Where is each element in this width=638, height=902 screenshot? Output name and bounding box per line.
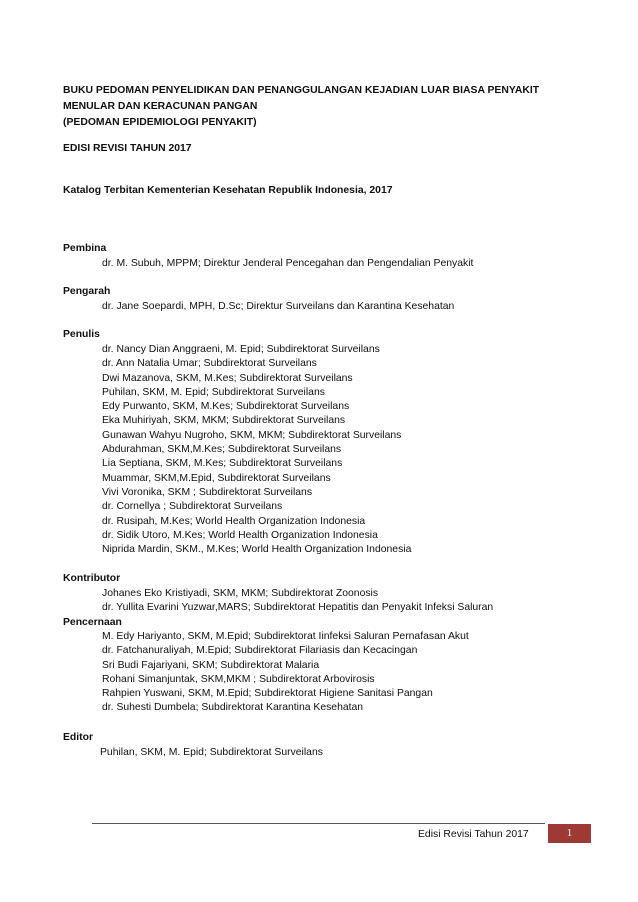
title-line: (PEDOMAN EPIDEMIOLOGI PENYAKIT) <box>63 117 257 128</box>
list-item: dr. Yullita Evarini Yuzwar,MARS; Subdirektorat Hepatitis dan Penyakit Infeksi Saluran <box>102 602 494 614</box>
list-item: Dwi Mazanova, SKM, M.Kes; Subdirektorat Surveilans <box>102 372 353 384</box>
list-item: Gunawan Wahyu Nugroho, SKM, MKM; Subdirektorat Surveilans <box>102 429 402 441</box>
list-item: Puhilan, SKM, M. Epid; Subdirektorat Surveilans <box>102 386 325 398</box>
pengarah-heading: Pengarah <box>63 286 111 297</box>
list-item: dr. Ann Natalia Umar; Subdirektorat Surveilans <box>102 358 317 370</box>
list-item: Eka Muhiriyah, SKM, MKM; Subdirektorat Surveilans <box>102 415 346 427</box>
kontributor-heading: Kontributor <box>63 573 121 584</box>
editor-heading: Editor <box>63 732 94 743</box>
penulis-list <box>102 343 411 557</box>
document-title <box>63 83 583 131</box>
list-item: Rohani Simanjuntak, SKM,MKM ; Subdirektorat Arbovirosis <box>102 673 375 685</box>
list-item: Lia Septiana, SKM, M.Kes; Subdirektorat Surveilans <box>102 458 343 470</box>
pengarah-text: dr. Jane Soepardi, MPH, D.Sc; Direktur Surveilans dan Karantina Kesehatan <box>102 301 455 312</box>
list-item: Niprida Mardin, SKM., M.Kes; World Health Organization Indonesia <box>102 544 412 556</box>
list-item: Rahpien Yuswani, SKM, M.Epid; Subdirektorat Higiene Sanitasi Pangan <box>102 688 433 700</box>
title-line: BUKU PEDOMAN PENYELIDIKAN DAN PENANGGULANGAN KEJADIAN LUAR BIASA PENYAKIT <box>63 85 540 96</box>
list-item: Abdurahman, SKM,M.Kes; Subdirektorat Surveilans <box>102 444 342 456</box>
pembina-text: dr. M. Subuh, MPPM; Direktur Jenderal Pencegahan dan Pengendalian Penyakit <box>102 258 474 269</box>
list-item: Edy Purwanto, SKM, M.Kes; Subdirektorat Surveilans <box>102 401 350 413</box>
list-item: dr. Cornellya ; Subdirektorat Surveilans <box>102 501 283 513</box>
edition-label: EDISI REVISI TAHUN 2017 <box>63 143 192 154</box>
kontributor-list-a <box>102 587 493 616</box>
pembina-heading: Pembina <box>63 243 107 254</box>
kontributor-list-b <box>102 630 469 716</box>
penulis-heading: Penulis <box>63 329 100 340</box>
list-item: dr. Nancy Dian Anggraeni, M. Epid; Subdirektorat Surveilans <box>102 344 380 355</box>
list-item: Vivi Voronika, SKM ; Subdirektorat Surveilans <box>102 486 313 498</box>
footer-edition: Edisi Revisi Tahun 2017 <box>418 829 529 840</box>
page-number-badge: 1 <box>548 824 591 843</box>
footer-divider <box>92 823 545 824</box>
list-item: dr. Fatchanuraliyah, M.Epid; Subdirektorat Filariasis dan Kecacingan <box>102 645 418 657</box>
list-item: dr. Suhesti Dumbela; Subdirektorat Karantina Kesehatan <box>102 702 364 714</box>
list-item: M. Edy Hariyanto, SKM, M.Epid; Subdirektorat Iinfeksi Saluran Pernafasan Akut <box>102 631 469 642</box>
editor-text: Puhilan, SKM, M. Epid; Subdirektorat Surveilans <box>100 747 323 758</box>
list-item: dr. Sidik Utoro, M.Kes; World Health Organization Indonesia <box>102 529 378 541</box>
list-item: Johanes Eko Kristiyadi, SKM, MKM; Subdirektorat Zoonosis <box>102 588 379 599</box>
list-item: Sri Budi Fajariyani, SKM; Subdirektorat Malaria <box>102 659 320 671</box>
catalog-label: Katalog Terbitan Kementerian Kesehatan Republik Indonesia, 2017 <box>63 185 393 196</box>
kontributor-wrap-line: Pencernaan <box>63 617 122 628</box>
list-item: dr. Rusipah, M.Kes; World Health Organization Indonesia <box>102 515 366 527</box>
list-item: Muammar, SKM,M.Epid, Subdirektorat Surveilans <box>102 472 331 484</box>
title-line: MENULAR DAN KERACUNAN PANGAN <box>63 101 258 112</box>
